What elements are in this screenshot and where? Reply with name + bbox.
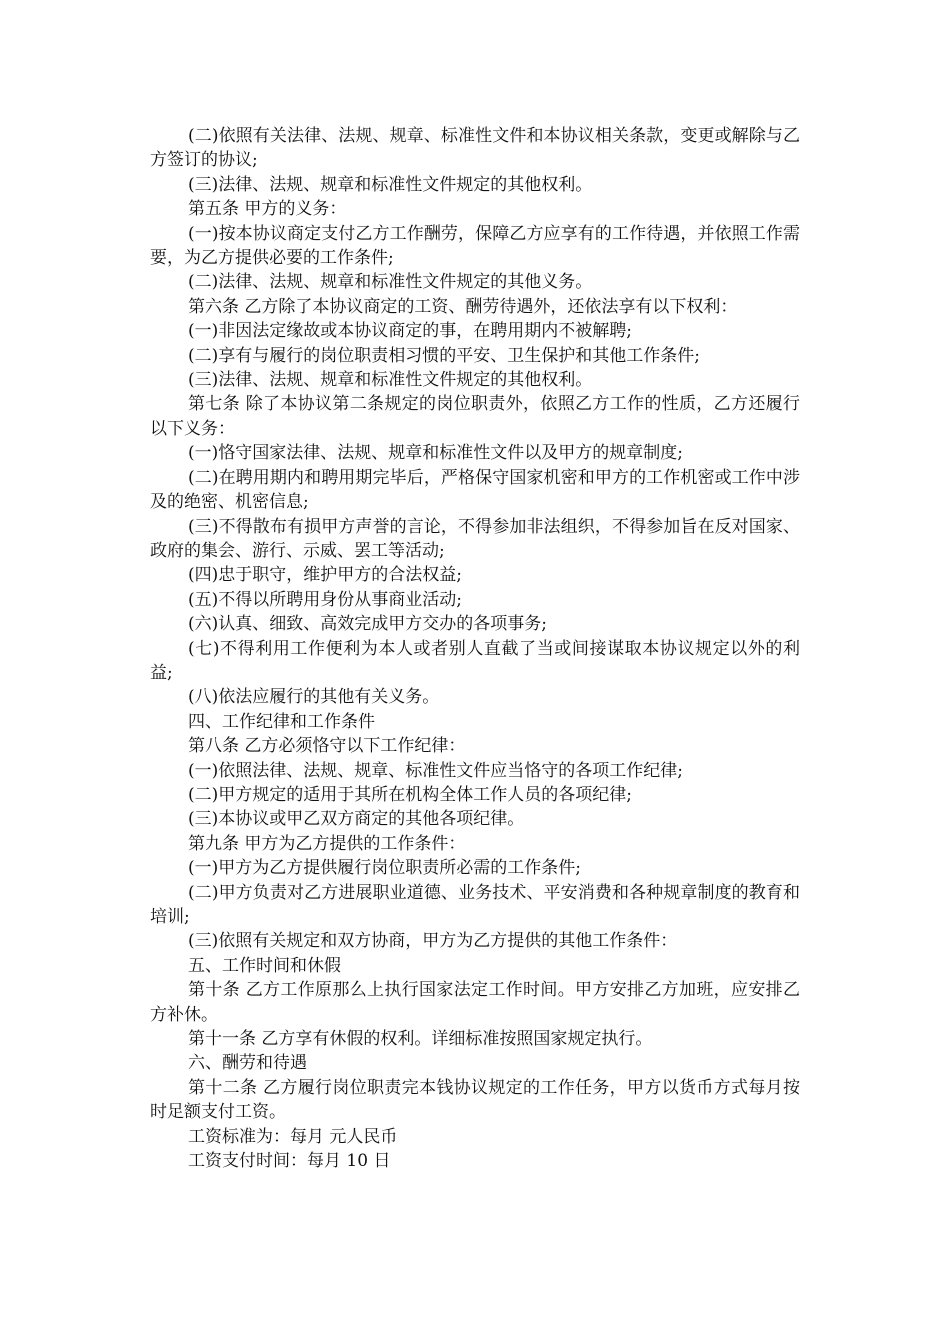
paragraph: (三)本协议或甲乙双方商定的其他各项纪律。	[188, 809, 525, 830]
article-heading: 第五条 甲方的义务：	[188, 199, 347, 220]
paragraph: (二)依照有关法律、法规、规章、标准性文件和本协议相关条款，变更或解除与乙方签订的协议;	[150, 126, 800, 171]
article-paragraph: 第十二条 乙方履行岗位职责完本钱协议规定的工作任务，甲方以货币方式每月按时足额支付工资。	[150, 1077, 800, 1123]
paragraph: (三)不得散布有损甲方声誉的言论，不得参加非法组织，不得参加旨在反对国家、政府的集会、游行、示威、罢工等活动;	[150, 516, 800, 561]
paragraph: (一)按本协议商定支付乙方工作酬劳，保障乙方应享有的工作待遇，并依照工作需要，为乙方提供必要的工作条件;	[150, 223, 800, 269]
section-heading: 六、酬劳和待遇	[188, 1053, 307, 1074]
paragraph: (三)依照有关规定和双方协商，甲方为乙方提供的其他工作条件：	[188, 931, 678, 952]
paragraph: (六)认真、细致、高效完成甲方交办的各项事务;	[188, 614, 547, 635]
paragraph: (五)不得以所聘用身份从事商业活动;	[188, 589, 462, 610]
article-heading: 第七条 除了本协议第二条规定的岗位职责外，依照乙方工作的性质，乙方还履行以下义务：	[150, 394, 800, 439]
paragraph: (一)恪守国家法律、法规、规章和标准性文件以及甲方的规章制度;	[188, 443, 683, 464]
section-heading: 五、工作时间和休假	[188, 955, 341, 976]
section-heading: 四、工作纪律和工作条件	[188, 711, 375, 732]
paragraph: (七)不得利用工作便利为本人或者别人直截了当或间接谋取本协议规定以外的利益;	[150, 638, 800, 683]
paragraph: (三)法律、法规、规章和标准性文件规定的其他权利。	[188, 174, 593, 195]
paragraph: (二)法律、法规、规章和标准性文件规定的其他义务。	[188, 272, 593, 293]
paragraph: (二)甲方规定的适用于其所在机构全体工作人员的各项纪律;	[188, 784, 632, 805]
paragraph: (二)在聘用期内和聘用期完毕后，严格保守国家机密和甲方的工作机密或工作中涉及的绝密、机密信息;	[150, 467, 800, 513]
article-heading: 第九条 甲方为乙方提供的工作条件：	[188, 833, 466, 854]
paragraph: (二)享有与履行的岗位职责相习惯的平安、卫生保护和其他工作条件;	[188, 345, 700, 366]
paragraph: (八)依法应履行的其他有关义务。	[188, 687, 440, 708]
article-paragraph: 第十条 乙方工作原那么上执行国家法定工作时间。甲方安排乙方加班，应安排乙方补休。	[150, 980, 800, 1025]
salary-standard: 工资标准为：每月 元人民币	[188, 1126, 398, 1147]
paragraph: (一)甲方为乙方提供履行岗位职责所必需的工作条件;	[188, 858, 581, 879]
paragraph: (二)甲方负责对乙方进展职业道德、业务技术、平安消费和各种规章制度的教育和培训;	[150, 882, 800, 927]
article-heading: 第六条 乙方除了本协议商定的工资、酬劳待遇外，还依法享有以下权利：	[188, 296, 738, 317]
paragraph: (四)忠于职守，维护甲方的合法权益;	[188, 565, 462, 586]
document-body	[150, 124, 800, 1173]
salary-payment-date: 工资支付时间：每月 10 日	[188, 1151, 391, 1172]
paragraph: (一)依照法律、法规、规章、标准性文件应当恪守的各项工作纪律;	[188, 760, 683, 781]
paragraph: (一)非因法定缘故或本协议商定的事，在聘用期内不被解聘;	[188, 321, 632, 342]
paragraph: (三)法律、法规、规章和标准性文件规定的其他权利。	[188, 370, 593, 391]
article-paragraph: 第十一条 乙方享有休假的权利。详细标准按照国家规定执行。	[188, 1029, 653, 1050]
article-heading: 第八条 乙方必须恪守以下工作纪律：	[188, 736, 466, 757]
